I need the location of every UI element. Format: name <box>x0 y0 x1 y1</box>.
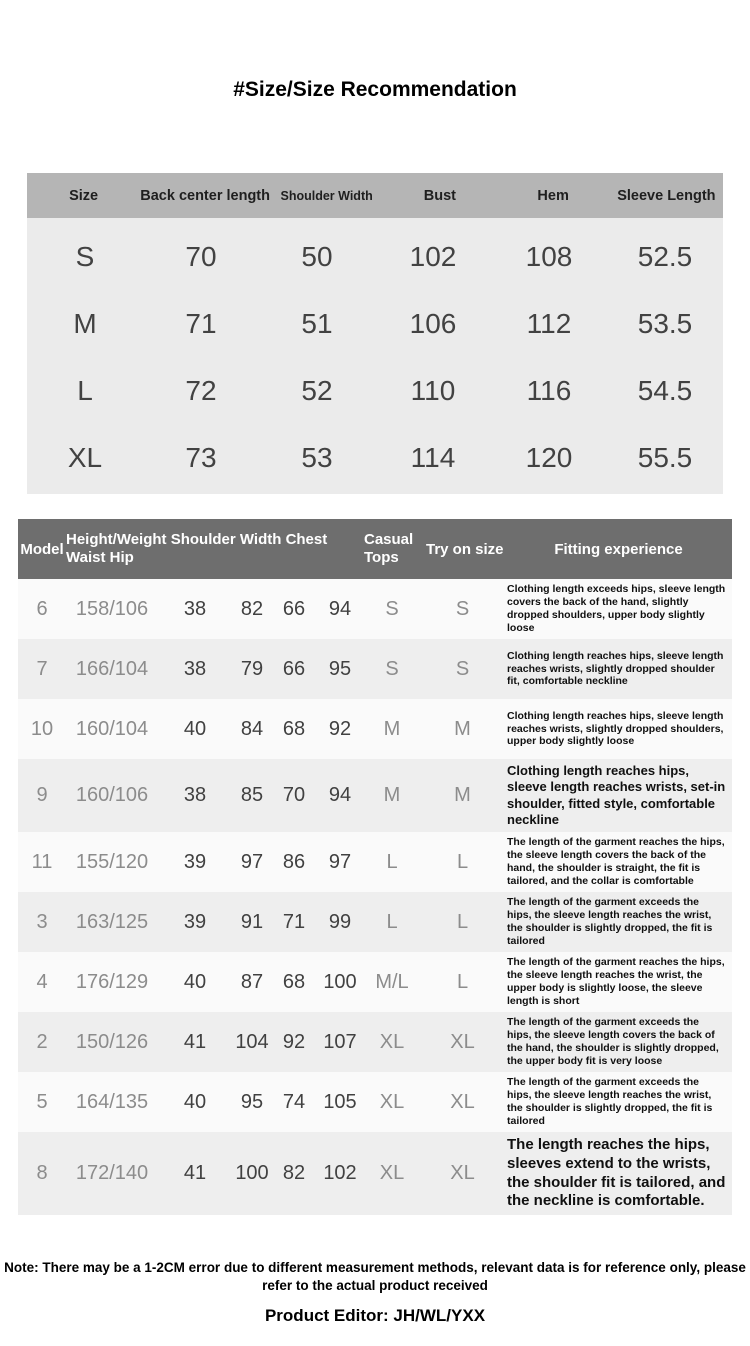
height-weight-cell: 158/106 <box>75 597 149 620</box>
waist-cell: 66 <box>282 657 306 680</box>
fitting-experience-cell: The length reaches the hips, sleeves extend to the wrists, the shoulder fit is tailored, and the neckline is comfortable. <box>507 1136 726 1210</box>
back-center-length-cell: 71 <box>185 307 217 339</box>
fitting-experience-cell: The length of the garment reaches the hips, the sleeve length covers the back of the hand, the shoulder is straight, the fit is tailored, and the collar is comfortable <box>507 836 725 887</box>
model-cell: 11 <box>31 850 53 873</box>
measurement-note: Note: There may be a 1-2CM error due to different measurement methods, relevant data is for reference only, please refer to the actual product received <box>4 1260 746 1294</box>
try-on-size-cell: L <box>456 910 469 933</box>
height-weight-cell: 155/120 <box>75 850 149 873</box>
fitting-experience-cell: The length of the garment exceeds the hips, the sleeve length reaches the wrist, the shoulder is slightly dropped, the fit is tailored <box>507 1076 713 1127</box>
bust-cell: 106 <box>409 307 457 339</box>
fitting-table-row <box>18 832 732 892</box>
size-chart-row <box>27 223 723 290</box>
fitting-table-row <box>18 579 732 639</box>
chest-cell: 85 <box>240 784 264 806</box>
fitting-header-model: Model <box>20 540 64 558</box>
size-chart-row <box>27 290 723 357</box>
hip-cell: 105 <box>323 1090 357 1113</box>
waist-cell: 70 <box>282 784 306 806</box>
chest-cell: 82 <box>240 597 264 620</box>
fitting-experience-cell: Clothing length reaches hips, sleeve length reaches wrists, slightly dropped shoulders, upper body slightly loose <box>507 709 724 748</box>
shoulder-width-cell: 41 <box>183 1162 207 1184</box>
shoulder-width-cell: 50 <box>301 240 333 272</box>
waist-cell: 68 <box>282 717 306 740</box>
size-chart-header-sleeve-length: Sleeve Length <box>617 187 716 204</box>
size-chart-row <box>27 357 723 424</box>
fitting-experience-cell: The length of the garment exceeds the hips, the sleeve length covers the back of the hand, the shoulder is slightly dropped, the upper body fit is very loose <box>507 1016 719 1067</box>
shoulder-width-cell: 40 <box>183 717 207 740</box>
height-weight-cell: 164/135 <box>75 1090 149 1113</box>
bust-cell: 110 <box>410 374 456 406</box>
back-center-length-cell: 70 <box>185 240 217 272</box>
chest-cell: 79 <box>240 657 264 680</box>
waist-cell: 66 <box>282 597 306 620</box>
chest-cell: 95 <box>240 1090 264 1113</box>
fitting-table-header-row <box>18 519 732 579</box>
try-on-size-cell: L <box>456 970 469 993</box>
fitting-experience-cell: The length of the garment reaches the hips, the sleeve length reaches the wrist, the upper body is slightly loose, the sleeve length is short <box>507 956 725 1007</box>
fitting-table-row <box>18 639 732 699</box>
try-on-size-cell: XL <box>450 1030 475 1053</box>
shoulder-width-cell: 52 <box>301 374 333 406</box>
fitting-header-fitting-experience: Fitting experience <box>554 540 683 558</box>
fitting-experience-cell: Clothing length reaches hips, sleeve length reaches wrists, set-in shoulder, fitted style, comfortable neckline <box>507 763 726 827</box>
model-cell: 10 <box>30 717 54 740</box>
hem-cell: 108 <box>525 240 573 272</box>
shoulder-width-cell: 38 <box>183 784 207 806</box>
casual-tops-cell: L <box>386 910 398 933</box>
bust-cell: 114 <box>410 441 456 473</box>
model-cell: 3 <box>36 910 48 933</box>
hip-cell: 92 <box>328 717 352 740</box>
try-on-size-cell: S <box>455 657 470 680</box>
size-cell: L <box>77 374 93 406</box>
bust-cell: 102 <box>409 240 457 272</box>
hip-cell: 94 <box>328 784 352 806</box>
casual-tops-cell: M <box>383 784 401 806</box>
model-cell: 5 <box>36 1090 48 1113</box>
try-on-size-cell: M <box>454 717 471 740</box>
model-cell: 6 <box>36 597 48 620</box>
fitting-table-row <box>18 1132 732 1215</box>
try-on-size-cell: M <box>454 784 471 806</box>
shoulder-width-cell: 38 <box>183 597 207 620</box>
size-chart-table <box>27 173 723 494</box>
fitting-table-row <box>18 952 732 1012</box>
fitting-table-body <box>18 579 732 1215</box>
sleeve-length-cell: 54.5 <box>637 374 693 406</box>
chest-cell: 104 <box>235 1030 269 1053</box>
shoulder-width-cell: 41 <box>183 1030 207 1053</box>
model-cell: 4 <box>36 970 48 993</box>
fitting-header-measurements: Height/Weight Shoulder Width Chest Waist Hip <box>66 531 328 566</box>
hip-cell: 95 <box>328 657 352 680</box>
waist-cell: 74 <box>282 1090 306 1113</box>
height-weight-cell: 160/104 <box>75 717 149 740</box>
hip-cell: 107 <box>323 1030 357 1053</box>
hip-cell: 102 <box>323 1162 357 1184</box>
shoulder-width-cell: 39 <box>183 850 207 873</box>
shoulder-width-cell: 39 <box>183 910 207 933</box>
waist-cell: 68 <box>282 970 306 993</box>
sleeve-length-cell: 55.5 <box>637 441 693 473</box>
fitting-experience-cell: The length of the garment exceeds the hips, the sleeve length reaches the wrist, the shoulder is slightly dropped, the fit is tailored <box>507 896 713 947</box>
size-chart-row <box>27 424 723 491</box>
height-weight-cell: 160/106 <box>75 784 149 806</box>
chest-cell: 97 <box>240 850 264 873</box>
try-on-size-cell: L <box>456 850 469 873</box>
casual-tops-cell: XL <box>379 1090 405 1113</box>
shoulder-width-cell: 40 <box>183 970 207 993</box>
size-chart-header-back-center-length: Back center length <box>140 187 270 204</box>
fitting-header-casual-tops: Casual Tops <box>364 531 414 566</box>
shoulder-width-cell: 51 <box>301 307 333 339</box>
size-chart-header-bust: Bust <box>423 187 456 204</box>
casual-tops-cell: M/L <box>375 970 409 993</box>
shoulder-width-cell: 40 <box>183 1090 207 1113</box>
model-cell: 2 <box>36 1030 48 1053</box>
fitting-experience-cell: Clothing length reaches hips, sleeve length reaches wrists, slightly dropped shoulder fit, comfortable neckline <box>507 649 724 688</box>
size-cell: XL <box>67 441 103 473</box>
chest-cell: 91 <box>240 910 264 933</box>
fitting-table-row <box>18 699 732 759</box>
size-chart-header-hem: Hem <box>537 187 569 204</box>
height-weight-cell: 163/125 <box>75 910 149 933</box>
height-weight-cell: 150/126 <box>75 1030 149 1053</box>
height-weight-cell: 172/140 <box>75 1162 149 1184</box>
waist-cell: 86 <box>282 850 306 873</box>
casual-tops-cell: L <box>386 850 398 873</box>
casual-tops-cell: XL <box>379 1162 405 1184</box>
casual-tops-cell: XL <box>379 1030 405 1053</box>
sleeve-length-cell: 53.5 <box>637 307 693 339</box>
chest-cell: 84 <box>240 717 264 740</box>
size-chart-header-size: Size <box>69 187 99 204</box>
fitting-table-row <box>18 759 732 832</box>
hem-cell: 116 <box>526 374 572 406</box>
casual-tops-cell: S <box>385 657 399 680</box>
size-cell: M <box>73 307 97 339</box>
hip-cell: 100 <box>323 970 357 993</box>
fitting-table-row <box>18 1012 732 1072</box>
fitting-table-row <box>18 892 732 952</box>
size-chart-header-row <box>27 173 723 218</box>
sleeve-length-cell: 52.5 <box>637 240 693 272</box>
back-center-length-cell: 73 <box>185 441 217 473</box>
size-chart-header-shoulder-width: Shoulder Width <box>280 188 373 203</box>
hip-cell: 99 <box>328 910 352 933</box>
casual-tops-cell: M <box>383 717 401 740</box>
fitting-header-try-on-size: Try on size <box>426 540 504 558</box>
height-weight-cell: 176/129 <box>75 970 149 993</box>
product-editor-line: Product Editor: JH/WL/YXX <box>264 1306 486 1326</box>
fitting-table-row <box>18 1072 732 1132</box>
size-cell: S <box>75 240 95 272</box>
fitting-experience-cell: Clothing length exceeds hips, sleeve length covers the back of the hand, slightly dropped shoulders, upper body slightly loose <box>507 583 726 634</box>
page-title: #Size/Size Recommendation <box>233 78 517 101</box>
fitting-table <box>18 519 732 1215</box>
model-cell: 8 <box>36 1162 48 1184</box>
waist-cell: 82 <box>282 1162 306 1184</box>
waist-cell: 71 <box>282 910 306 933</box>
hip-cell: 97 <box>328 850 352 873</box>
hip-cell: 94 <box>328 597 352 620</box>
casual-tops-cell: S <box>385 597 399 620</box>
hem-cell: 112 <box>526 307 572 339</box>
hem-cell: 120 <box>525 441 573 473</box>
size-chart-body <box>27 218 723 494</box>
try-on-size-cell: XL <box>450 1090 475 1113</box>
model-cell: 9 <box>36 784 48 806</box>
try-on-size-cell: S <box>455 597 470 620</box>
height-weight-cell: 166/104 <box>75 657 149 680</box>
waist-cell: 92 <box>282 1030 306 1053</box>
try-on-size-cell: XL <box>450 1162 475 1184</box>
chest-cell: 87 <box>240 970 264 993</box>
model-cell: 7 <box>36 657 48 680</box>
chest-cell: 100 <box>235 1162 269 1184</box>
shoulder-width-cell: 38 <box>183 657 207 680</box>
back-center-length-cell: 72 <box>185 374 217 406</box>
shoulder-width-cell: 53 <box>301 441 333 473</box>
